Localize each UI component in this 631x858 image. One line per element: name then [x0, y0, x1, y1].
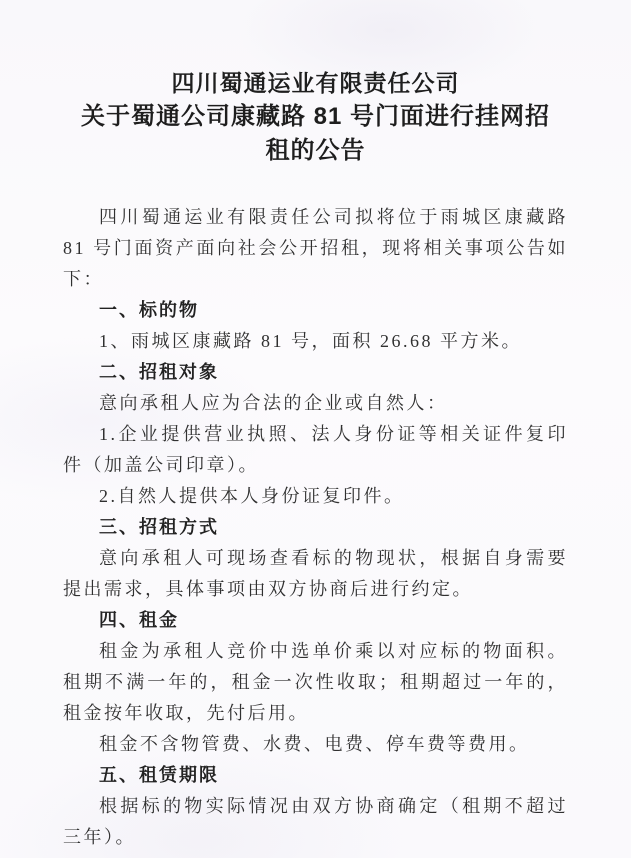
section-heading: 四、租金 [99, 610, 179, 630]
company-name-title: 四川蜀通运业有限责任公司 [171, 70, 460, 96]
section-heading: 三、招租方式 [99, 517, 219, 537]
paragraph: 1.企业提供营业执照、法人身份证等相关证件复印件（加盖公司印章）。 [63, 424, 568, 475]
document-title-block [80, 66, 552, 168]
paragraph: 1、雨城区康藏路 81 号，面积 26.68 平方米。 [99, 331, 522, 351]
announcement-title: 关于蜀通公司康藏路 81 号门面进行挂网招租的公告 [80, 103, 551, 164]
paragraph: 四川蜀通运业有限责任公司拟将位于雨城区康藏路 81 号门面资产面向社会公开招租，现将相关事项公告如下： [63, 207, 568, 289]
paragraph: 租金不含物管费、水费、电费、停车费等费用。 [99, 734, 530, 754]
paragraph: 意向承租人可现场查看标的物现状，根据自身需要提出需求，具体事项由双方协商后进行约定。 [63, 548, 568, 599]
section-heading: 一、标的物 [99, 300, 199, 320]
paragraph: 租金为承租人竞价中选单价乘以对应标的物面积。租期不满一年的，租金一次性收取；租期超过一年的，租金按年收取，先付后用。 [63, 641, 568, 723]
paragraph: 2.自然人提供本人身份证复印件。 [99, 486, 405, 506]
document-body [63, 202, 568, 853]
section-heading: 二、招租对象 [99, 362, 219, 382]
paragraph: 根据标的物实际情况由双方协商确定（租期不超过三年）。 [63, 796, 568, 847]
section-heading: 五、租赁期限 [99, 765, 219, 785]
paragraph: 意向承租人应为合法的企业或自然人： [99, 393, 448, 413]
